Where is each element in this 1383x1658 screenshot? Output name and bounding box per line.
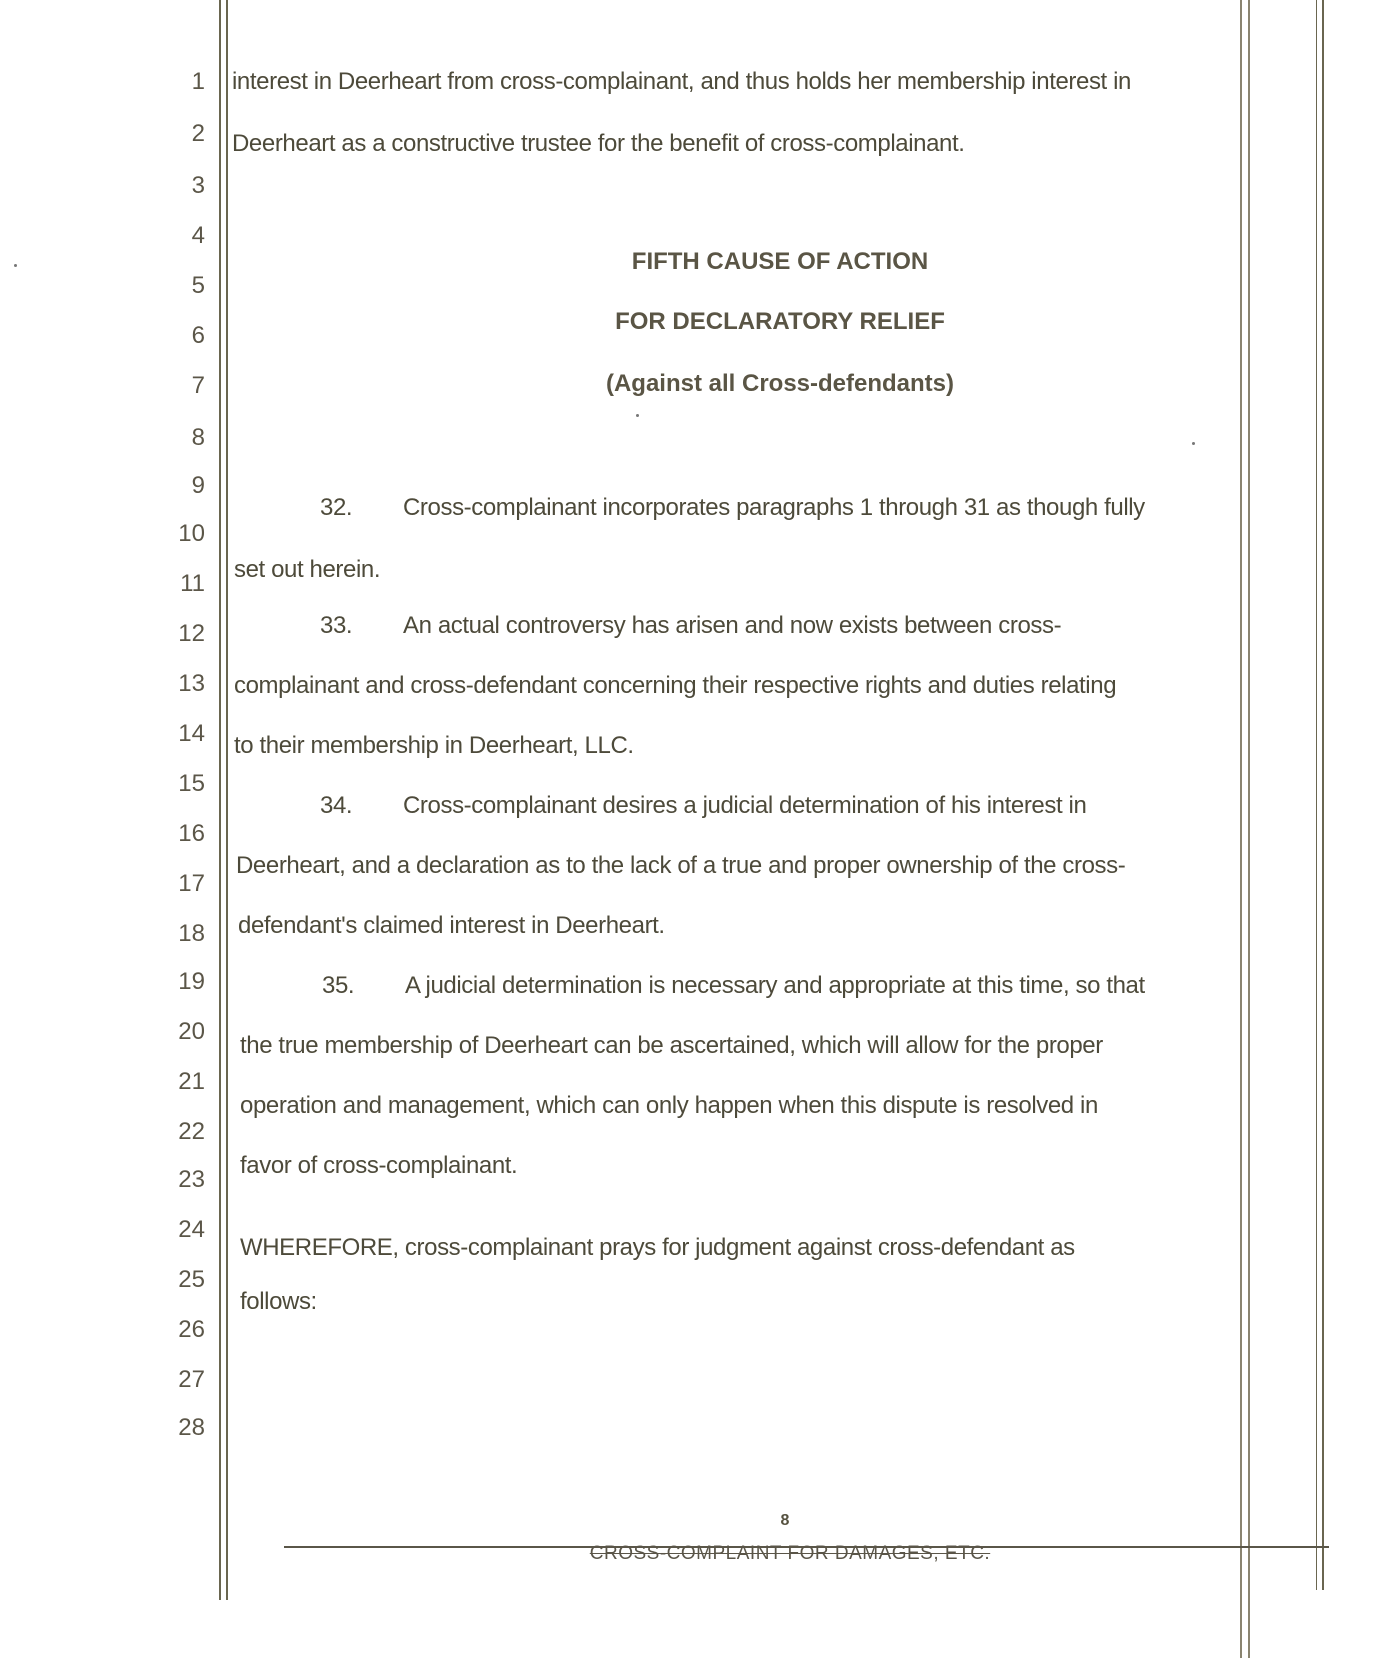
line-number: 7	[191, 372, 205, 399]
line-number: 26	[178, 1316, 205, 1343]
paragraph-text: Cross-complainant desires a judicial determination of his interest in	[403, 792, 1087, 819]
line-number: 27	[178, 1366, 205, 1393]
body-line: to their membership in Deerheart, LLC.	[234, 732, 634, 759]
wherefore-clause: WHEREFORE, cross-complainant prays for judgment against cross-defendant as	[240, 1234, 1075, 1261]
body-line: complainant and cross-defendant concerning their respective rights and duties relating	[234, 672, 1117, 699]
line-number: 20	[178, 1018, 205, 1045]
paragraph-number: 33.	[320, 612, 353, 639]
paragraph-text: An actual controversy has arisen and now exists between cross-	[403, 612, 1062, 639]
line-number: 6	[191, 322, 205, 349]
left-margin-rule-inner	[226, 0, 228, 1600]
line-number: 8	[191, 424, 205, 451]
page-number: 8	[780, 1512, 790, 1529]
paragraph-34-line	[320, 792, 1086, 820]
line-number: 5	[191, 272, 205, 299]
line-number: 21	[178, 1068, 205, 1095]
line-number: 19	[178, 968, 205, 995]
body-line: set out herein.	[234, 556, 381, 583]
paragraph-number: 34.	[320, 792, 353, 819]
paragraph-number: 32.	[320, 494, 353, 521]
cause-of-action-subheading: FOR DECLARATORY RELIEF	[615, 308, 945, 335]
line-number: 25	[178, 1266, 205, 1293]
paragraph-text: A judicial determination is necessary and appropriate at this time, so that	[405, 972, 1145, 999]
paragraph-32-line	[320, 494, 1145, 522]
line-number: 16	[178, 820, 205, 847]
paragraph-number: 35.	[322, 972, 355, 999]
line-number: 17	[178, 870, 205, 897]
line-number: 24	[178, 1216, 205, 1243]
footer-title: CROSS-COMPLAINT FOR DAMAGES, ETC.	[589, 1543, 991, 1564]
line-number: 10	[178, 520, 205, 547]
scan-speck	[1192, 442, 1195, 445]
cause-of-action-parties: (Against all Cross-defendants)	[605, 370, 955, 397]
body-line: Deerheart as a constructive trustee for the benefit of cross-complainant.	[232, 130, 965, 157]
body-line: favor of cross-complainant.	[240, 1152, 518, 1179]
body-line: defendant's claimed interest in Deerheart.	[238, 912, 665, 939]
scan-speck	[14, 264, 17, 267]
line-number: 3	[191, 172, 205, 199]
line-number: 14	[178, 720, 205, 747]
line-number: 13	[178, 670, 205, 697]
paragraph-33-line	[320, 612, 1061, 640]
body-line: operation and management, which can only happen when this dispute is resolved in	[240, 1092, 1098, 1119]
body-line: the true membership of Deerheart can be ascertained, which will allow for the proper	[240, 1032, 1103, 1059]
body-line: follows:	[240, 1288, 317, 1315]
body-line: Deerheart, and a declaration as to the lack of a true and proper ownership of the cross-	[236, 852, 1126, 879]
line-number: 28	[178, 1414, 205, 1441]
cause-of-action-heading: FIFTH CAUSE OF ACTION	[631, 248, 929, 275]
line-number: 2	[191, 120, 205, 147]
line-number: 12	[178, 620, 205, 647]
right-margin-rule-inner	[1248, 0, 1250, 1658]
paragraph-text: Cross-complainant incorporates paragraphs 1 through 31 as though fully	[403, 494, 1145, 521]
line-number: 23	[178, 1166, 205, 1193]
line-number: 1	[191, 68, 205, 95]
left-margin-rule	[219, 0, 221, 1600]
line-number: 15	[178, 770, 205, 797]
line-number: 4	[191, 222, 205, 249]
body-line: interest in Deerheart from cross-complainant, and thus holds her membership interest in	[232, 68, 1131, 95]
line-number: 18	[178, 920, 205, 947]
scan-speck	[636, 414, 639, 417]
paragraph-35-line	[322, 972, 1145, 1000]
line-number: 11	[180, 570, 205, 597]
right-edge-rule	[1316, 0, 1317, 1590]
line-number: 9	[191, 472, 205, 499]
line-number: 22	[178, 1118, 205, 1145]
right-edge-rule-inner	[1322, 0, 1324, 1590]
right-margin-rule	[1240, 0, 1242, 1658]
